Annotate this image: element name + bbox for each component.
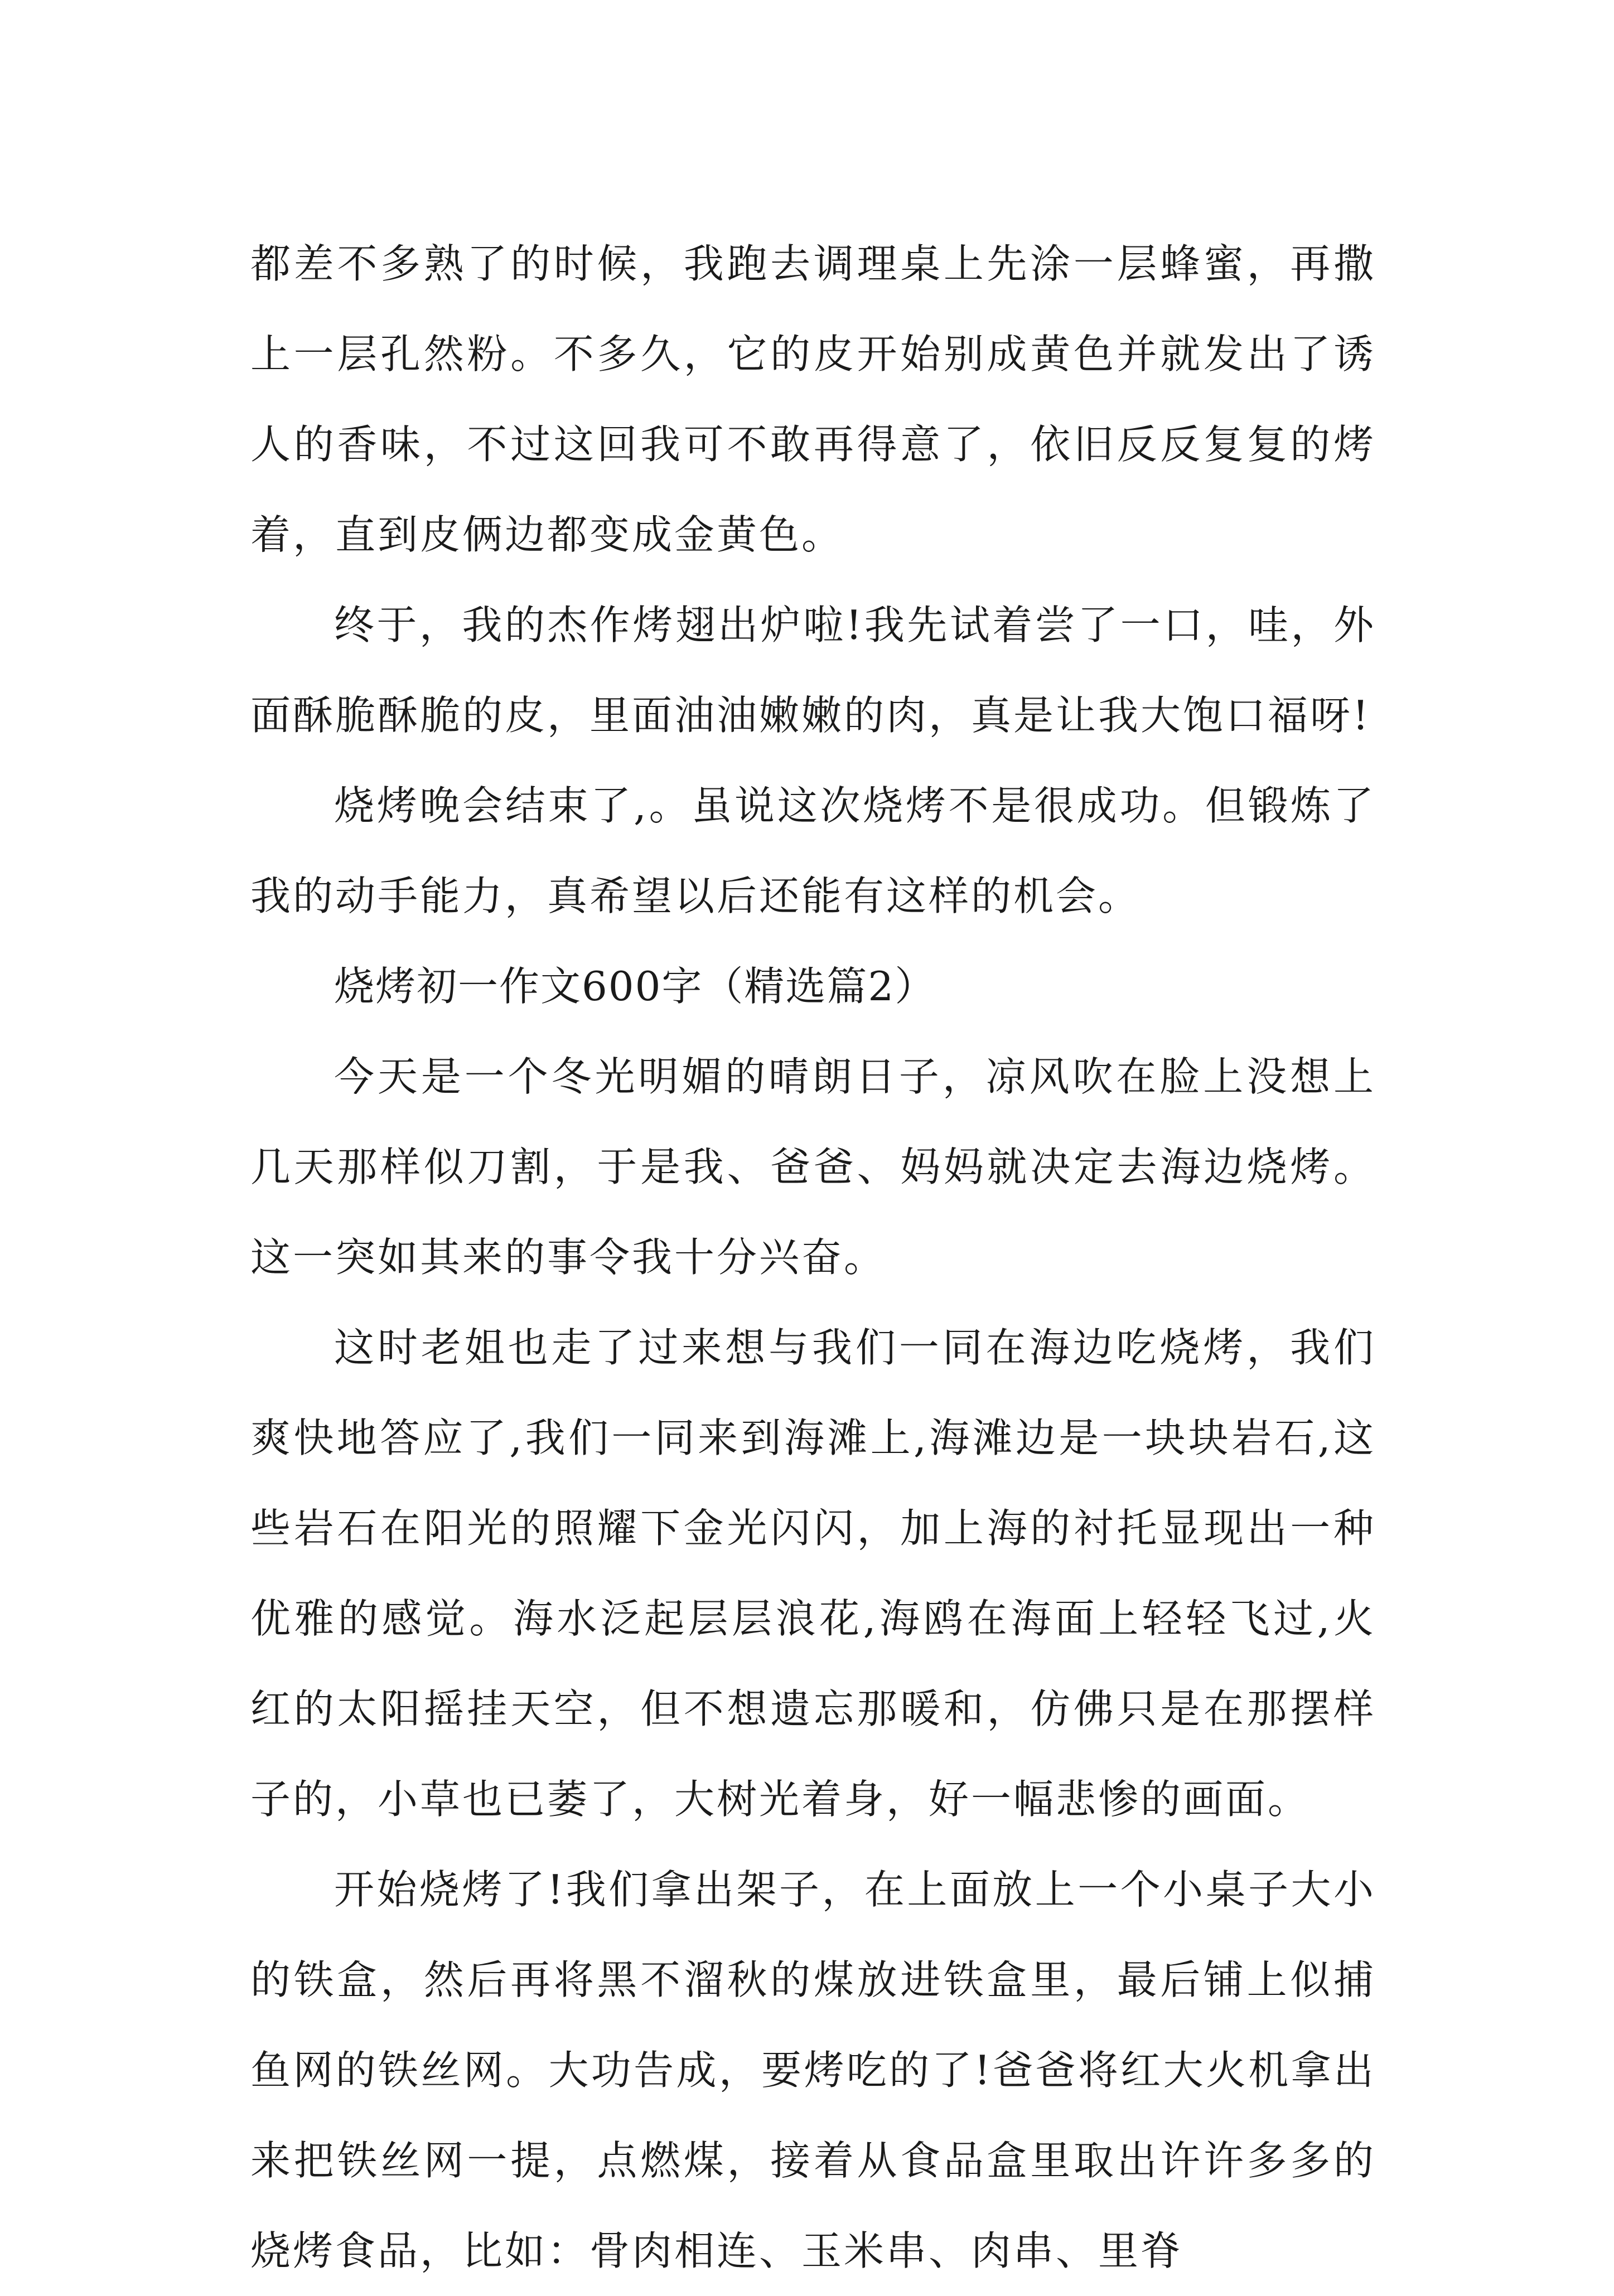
paragraph-5: 这时老姐也走了过来想与我们一同在海边吃烧烤，我们爽快地答应了,我们一同来到海滩上,海滩边是一块块岩石,这些岩石在阳光的照耀下金光闪闪，加上海的衬托显现出一种优雅的感觉。海水泛起层层浪花,海鸥在海面上轻轻飞过,火红的太阳摇挂天空，但不想遗忘那暖和，仿佛只是在那摆样子的，小草也已萎了，大树光着身，好一幅悲惨的画面。 <box>250 1324 1376 1823</box>
paragraph-2: 终于，我的杰作烤翅出炉啦!我先试着尝了一口，哇，外面酥脆酥脆的皮，里面油油嫩嫩的肉，真是让我大饱口福呀! <box>250 602 1376 739</box>
paragraph-3: 烧烤晚会结束了,。虽说这次烧烤不是很成功。但锻炼了我的动手能力，真希望以后还能有这样的机会。 <box>250 782 1376 919</box>
paragraph-4: 今天是一个冬光明媚的晴朗日子，凉风吹在脸上没想上几天那样似刀割，于是我、爸爸、妈妈就决定去海边烧烤。这一突如其来的事令我十分兴奋。 <box>250 1053 1376 1281</box>
paragraph-6: 开始烧烤了!我们拿出架子，在上面放上一个小桌子大小的铁盒，然后再将黑不溜秋的煤放进铁盒里，最后铺上似捕鱼网的铁丝网。大功告成，要烤吃的了!爸爸将红大火机拿出来把铁丝网一提，点燃煤，接着从食品盒里取出许许多多的烧烤食品，比如：骨肉相连、玉米串、肉串、里脊 <box>250 1866 1376 2274</box>
document-body <box>250 219 1376 2296</box>
paragraph-1: 都差不多熟了的时候，我跑去调理桌上先涂一层蜂蜜，再撒上一层孔然粉。不多久，它的皮开始别成黄色并就发出了诱人的香味，不过这回我可不敢再得意了，依旧反反复复的烤着，直到皮俩边都变成金黄色。 <box>250 240 1376 558</box>
section-heading: 烧烤初一作文600字（精选篇2） <box>334 963 936 1010</box>
